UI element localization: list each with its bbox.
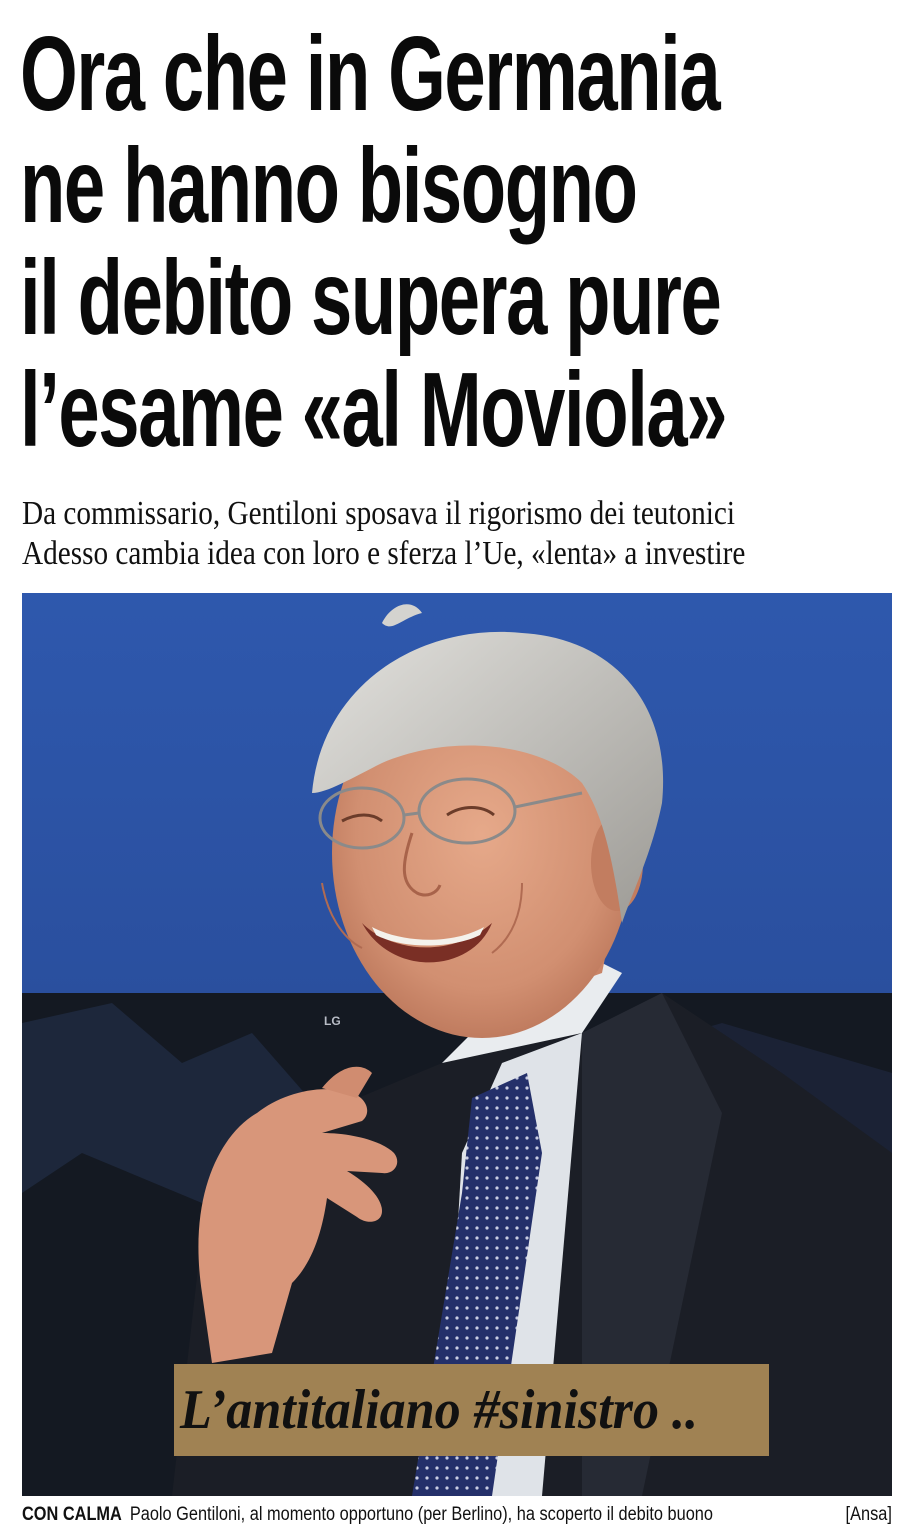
caption-text: Paolo Gentiloni, al momento opportuno (per Berlino), ha scoperto il debito buono [129, 1504, 713, 1525]
headline-line: Ora che in Germania [20, 15, 720, 133]
headline-line: l’esame «al Moviola» [20, 351, 727, 469]
subheadline-line: Adesso cambia idea con loro e sferza l’Ue, «lenta» a investire [22, 535, 746, 572]
overlay-text: L’antitaliano #sinistro .. [180, 1379, 699, 1441]
photo-caption [22, 1502, 892, 1530]
headline-line: ne hanno bisogno [20, 127, 637, 245]
caption-kicker: CON CALMA [22, 1504, 122, 1525]
caption-body [22, 1502, 713, 1528]
headline-line: il debito supera pure [20, 239, 721, 357]
subheadline-line: Da commissario, Gentiloni sposava il rigorismo dei teutonici [22, 495, 736, 532]
monitor-logo: LG [324, 1014, 341, 1028]
photo-credit: [Ansa] [845, 1504, 892, 1525]
subheadline [22, 494, 902, 574]
article-photo [22, 593, 892, 1496]
portrait-illustration [22, 593, 892, 1496]
headline [20, 15, 900, 469]
overlay-label [174, 1364, 769, 1456]
